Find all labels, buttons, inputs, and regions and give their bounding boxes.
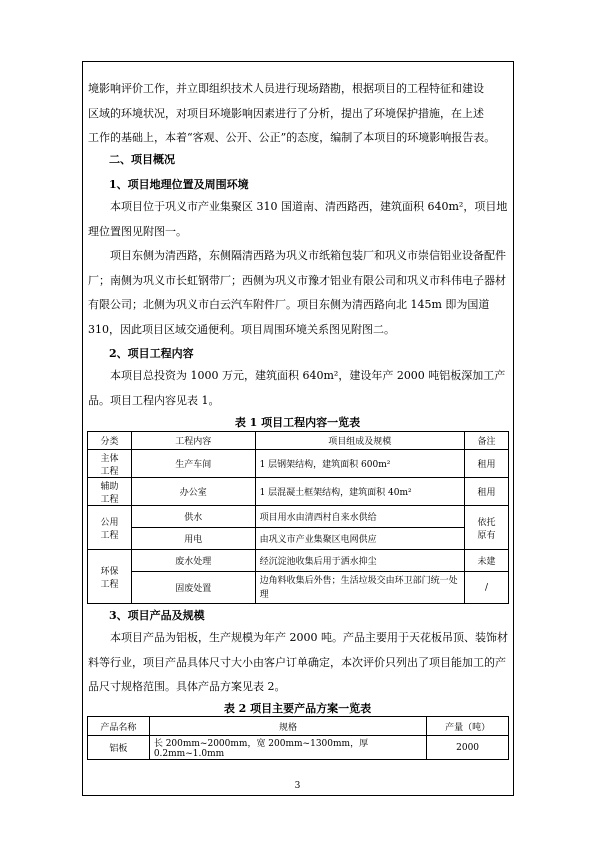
table-row — [88, 528, 509, 550]
table-cell-note: / — [465, 572, 509, 604]
project-content-table — [87, 431, 509, 604]
col-header-product-name: 产品名称 — [88, 717, 150, 736]
table-cell-item: 废水处理 — [131, 550, 255, 572]
table-cell-category: 环保工程 — [88, 550, 132, 604]
table-cell-note: 依托原有 — [465, 506, 509, 550]
table-cell-description: 项目用水由清西村自来水供给 — [255, 506, 464, 528]
table-cell-note: 租用 — [465, 450, 509, 478]
col-header-category: 分类 — [88, 432, 132, 450]
table-2-caption: 表 2 项目主要产品方案一览表 — [223, 702, 372, 715]
table-row — [88, 572, 509, 604]
table-cell-category: 公用工程 — [88, 506, 132, 550]
table-row — [88, 506, 509, 528]
investment-paragraph: 本项目总投资为 1000 万元，建筑面积 640m²，建设年产 2000 吨铝板深加工产品。项目工程内容见表 1。 — [88, 369, 506, 407]
table-cell-item: 办公室 — [131, 478, 255, 506]
table-cell-category: 主体工程 — [88, 450, 132, 478]
subsection-3-body — [88, 626, 510, 700]
table-cell-item: 固废处置 — [131, 572, 255, 604]
section-2-heading: 二、项目概况 — [109, 153, 175, 166]
table-header-row — [88, 432, 509, 450]
col-header-quantity: 产量（吨） — [427, 717, 509, 736]
table-cell-item: 用电 — [131, 528, 255, 550]
table-row — [88, 450, 509, 478]
table-cell-description: 1 层钢架结构，建筑面积 600m² — [255, 450, 464, 478]
col-header-spec: 规格 — [149, 717, 426, 736]
table-cell-note: 未建 — [465, 550, 509, 572]
product-paragraph: 本项目产品为铝板，生产规模为年产 2000 吨。产品主要用于天花板吊顶、装饰材料等行业，项目产品具体尺寸大小由客户订单确定，本次评价只列出了项目能加工的产品尺寸规格范围。具体产品方案见表 2。 — [88, 631, 508, 693]
intro-line-1: 境影响评价工作，并立即组织技术人员进行现场踏勘，根据项目的工程特征和建设 — [88, 82, 484, 95]
table-1-caption: 表 1 项目工程内容一览表 — [234, 416, 361, 429]
surroundings-paragraph: 项目东侧为清西路，东侧隔清西路为巩义市纸箱包装厂和巩义市崇信铝业设备配件厂；南侧为巩义市长虹钢带厂；西侧为巩义市豫才铝业有限公司和巩义市科伟电子器材有限公司；北侧为巩义市白云汽车附件厂。项目东侧为清西路向北 145m 即为国道 310，因此项目区域交通便利。项目周围环境关系图见附图二。 — [88, 249, 506, 336]
table-cell-description: 边角料收集后外售；生活垃圾交由环卫部门统一处理 — [255, 572, 464, 604]
table-row — [88, 736, 509, 760]
table-cell-product-name: 铝板 — [88, 736, 150, 760]
intro-paragraph — [88, 77, 510, 151]
table-cell-spec: 长 200mm~2000mm，宽 200mm~1300mm，厚 0.2mm~1.0mm — [149, 736, 426, 760]
intro-line-2: 区域的环境状况，对项目环境影响因素进行了分析，提出了环境保护措施，在上述 — [88, 106, 484, 120]
table-cell-quantity: 2000 — [427, 736, 509, 760]
page-number: 3 — [294, 781, 301, 791]
intro-line-3: 工作的基础上，本着“客观、公开、公正”的态度，编制了本项目的环境影响报告表。 — [88, 131, 496, 144]
table-cell-description: 1 层混凝土框架结构，建筑面积 40m² — [255, 478, 464, 506]
table-cell-description: 经沉淀池收集后用于洒水抑尘 — [255, 550, 464, 572]
table-header-row — [88, 717, 509, 736]
subsection-1-body — [88, 195, 510, 342]
col-header-note: 备注 — [465, 432, 509, 450]
table-cell-item: 供水 — [131, 506, 255, 528]
location-paragraph: 本项目位于巩义市产业集聚区 310 国道南、清西路西，建筑面积 640m²，项目地理位置图见附图一。 — [88, 200, 508, 238]
table-row — [88, 478, 509, 506]
table-row — [88, 550, 509, 572]
table-cell-item: 生产车间 — [131, 450, 255, 478]
table-cell-note: 租用 — [465, 478, 509, 506]
col-header-description: 项目组成及规模 — [255, 432, 464, 450]
table-cell-category: 辅助工程 — [88, 478, 132, 506]
subsection-1-heading: 1、项目地理位置及周围环境 — [109, 178, 249, 191]
subsection-2-heading: 2、项目工程内容 — [109, 347, 194, 360]
subsection-2-body — [88, 364, 510, 413]
product-plan-table — [87, 716, 509, 760]
table-cell-description: 由巩义市产业集聚区电网供应 — [255, 528, 464, 550]
col-header-item: 工程内容 — [131, 432, 255, 450]
subsection-3-heading: 3、项目产品及规模 — [109, 609, 205, 622]
